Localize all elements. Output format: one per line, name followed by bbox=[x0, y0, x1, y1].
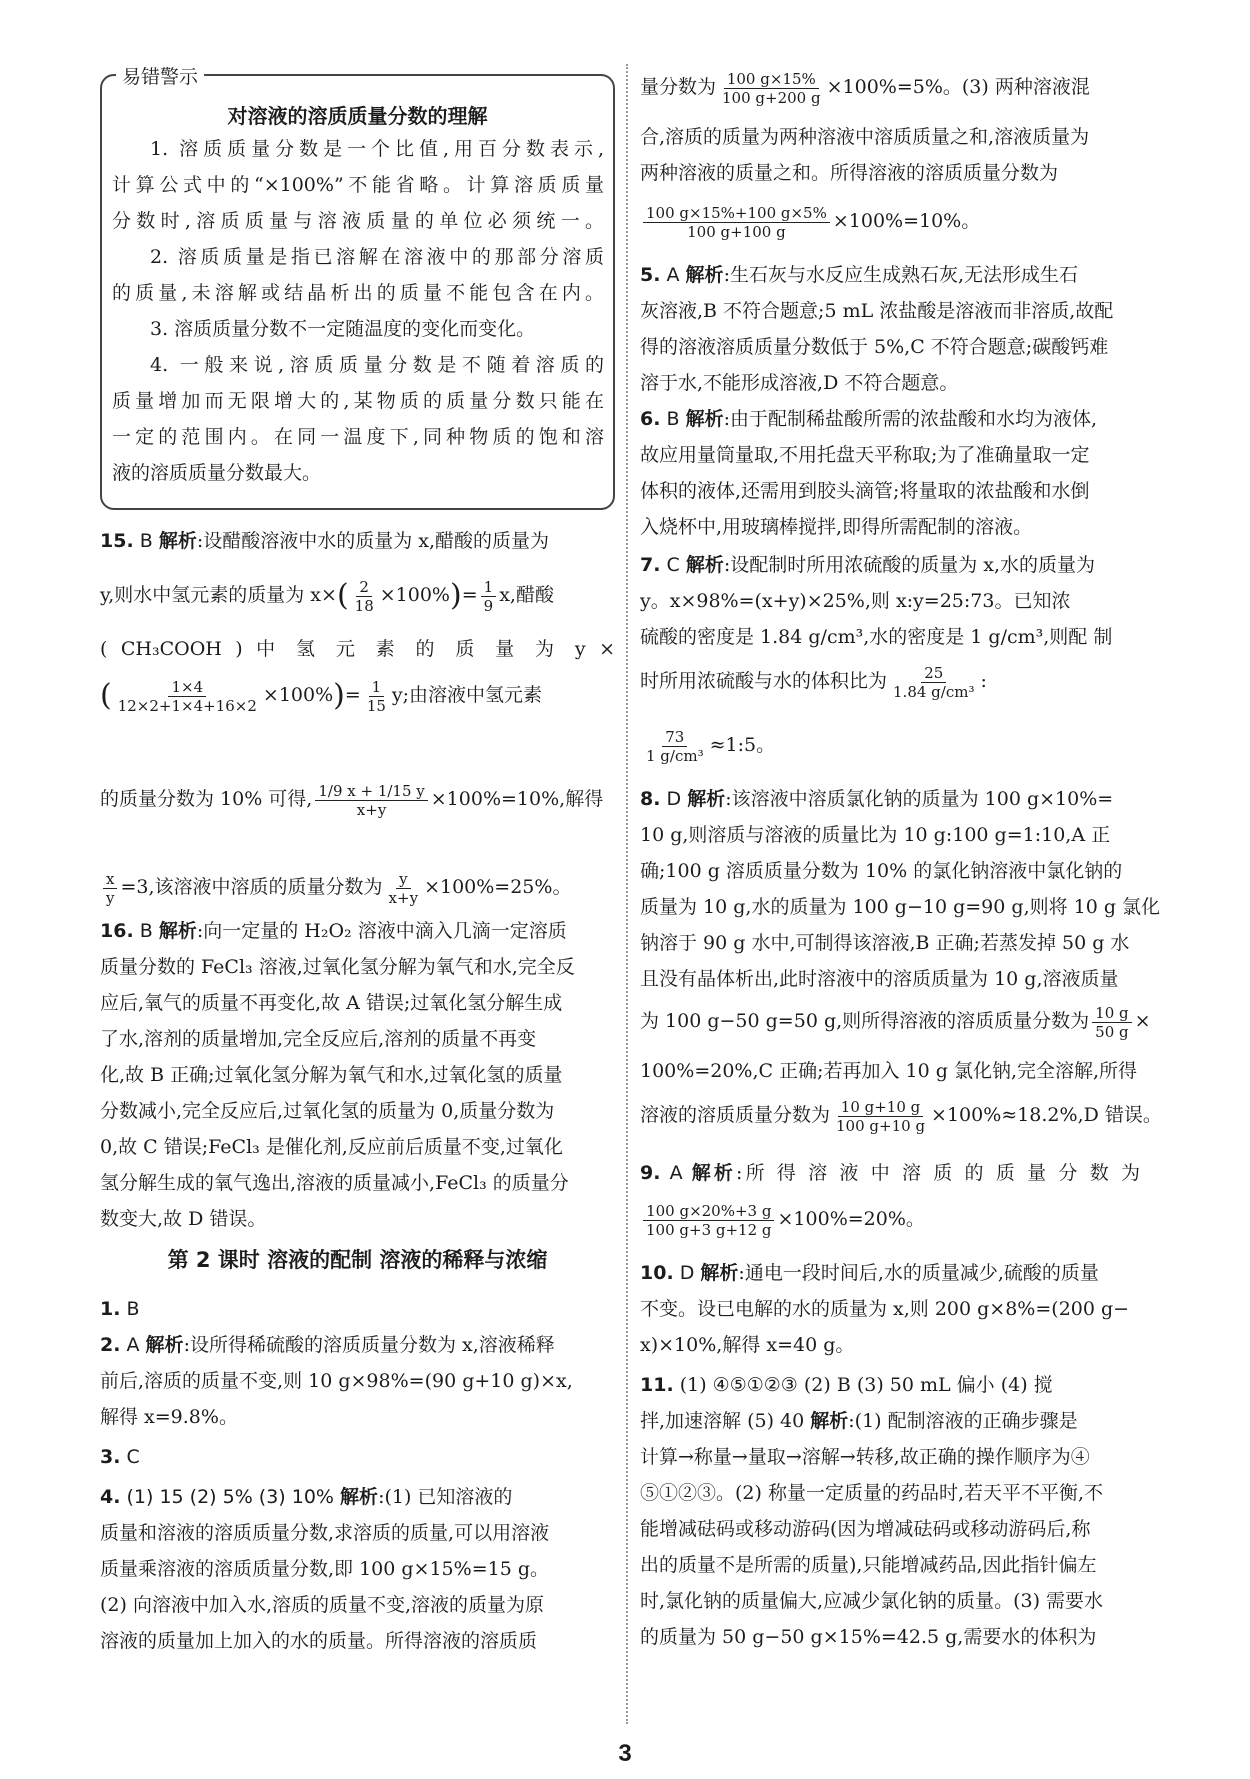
q9-line-2 bbox=[640, 1194, 1140, 1244]
q11-line: 时,氯化钠的质量偏大,应减少氯化钠的质量。(3) 需要水 bbox=[640, 1590, 1104, 1612]
q10-line-1 bbox=[640, 1260, 1140, 1286]
q4-text: ×100%=5%。(3) 两种溶液混 bbox=[826, 76, 1090, 98]
q6-number: 6. bbox=[640, 408, 661, 430]
q4-text: ×100%=10%。 bbox=[832, 210, 981, 232]
q16-number: 16. bbox=[100, 920, 134, 942]
q8-text: :该溶液中溶质氯化钠的质量为 100 g×10%= bbox=[725, 788, 1114, 810]
q8-line-9 bbox=[640, 1090, 1162, 1140]
q2-answer: A bbox=[126, 1334, 140, 1356]
q7-text: :设配制时所用浓硫酸的质量为 x,水的质量为 bbox=[723, 554, 1096, 576]
q7-line-4 bbox=[640, 656, 1140, 706]
q16-line-1 bbox=[100, 918, 615, 944]
q7-number: 7. bbox=[640, 554, 661, 576]
q4-answer: (1) 15 (2) 5% (3) 10% bbox=[126, 1486, 334, 1508]
column-divider bbox=[626, 64, 628, 1724]
q7-text: ≈1:5。 bbox=[709, 734, 776, 756]
q11-line-1 bbox=[640, 1372, 1140, 1398]
q8-number: 8. bbox=[640, 788, 661, 810]
q4-line: 溶液的质量加上加入的水的质量。所得溶液的溶质质 bbox=[100, 1630, 538, 1652]
paren: ) bbox=[450, 578, 462, 613]
q5-label: 解析 bbox=[685, 264, 724, 286]
q5-answer: A bbox=[666, 264, 680, 286]
q16-text: :向一定量的 H₂O₂ 溶液中滴入几滴一定溶质 bbox=[196, 920, 567, 942]
fraction: $\frac{100 g\times 15\%}{100 g+200 g}$ bbox=[722, 69, 821, 107]
q10-label: 解析 bbox=[700, 1262, 739, 1284]
fraction: $\frac{y}{x+y}$ bbox=[388, 869, 419, 907]
q15-text: ×100% bbox=[379, 584, 450, 606]
q15-text: y,则水中氢元素的质量为 x× bbox=[100, 584, 337, 606]
q15-line-2 bbox=[100, 570, 615, 620]
q8-answer: D bbox=[666, 788, 682, 810]
q8-line: 且没有晶体析出,此时溶液中的溶质质量为 10 g,溶液质量 bbox=[640, 968, 1119, 990]
q15-line-3: ( CH₃COOH ) 中 氢 元 素 的 质 量 为 y × bbox=[100, 638, 615, 660]
q15-text: ×100% bbox=[262, 684, 334, 706]
tip-line: 4. 一般来说,溶质质量分数是不随着溶质的 bbox=[150, 354, 604, 376]
q2-text: :设所得稀硫酸的溶质质量分数为 x,溶液稀释 bbox=[183, 1334, 555, 1356]
q16-line: 0,故 C 错误;FeCl₃ 是催化剂,反应前后质量不变,过氧化 bbox=[100, 1136, 563, 1158]
q7-label: 解析 bbox=[685, 554, 724, 576]
q1-answer: B bbox=[126, 1298, 140, 1320]
q5-number: 5. bbox=[640, 264, 661, 286]
fraction: $\frac{25}{\text{1.84 g/cm³}}$ bbox=[893, 663, 975, 701]
q7-line-5 bbox=[640, 720, 1140, 770]
q9-line-1 bbox=[640, 1160, 1140, 1186]
q7-text: 时所用浓硫酸与水的体积比为 bbox=[640, 670, 888, 692]
q7-answer: C bbox=[666, 554, 680, 576]
tip-line: 的质量,未溶解或结晶析出的质量不能包含在内。 bbox=[112, 282, 604, 304]
lesson-title: 第 2 课时 溶液的配制 溶液的稀释与浓缩 bbox=[167, 1248, 548, 1272]
q8-text: 溶液的溶质质量分数为 bbox=[640, 1104, 831, 1126]
q4-line: 质量乘溶液的溶质质量分数,即 100 g×15%=15 g。 bbox=[100, 1558, 549, 1580]
q8-line: 100%=20%,C 正确;若再加入 10 g 氯化钠,完全溶解,所得 bbox=[640, 1060, 1138, 1082]
q6-text: :由于配制稀盐酸所需的浓盐酸和水均为液体, bbox=[723, 408, 1098, 430]
q15-line-1 bbox=[100, 528, 615, 554]
q16-line: 应后,氧气的质量不再变化,故 A 错误;过氧化氢分解生成 bbox=[100, 992, 563, 1014]
q9-text: :所 得 溶 液 中 溶 质 的 质 量 分 数 为 bbox=[736, 1162, 1140, 1184]
q10-line: x)×10%,解得 x=40 g。 bbox=[640, 1334, 855, 1356]
tip-line: 分数时,溶质质量与溶液质量的单位必须统一。 bbox=[112, 210, 604, 232]
q7-line-1 bbox=[640, 552, 1140, 578]
q4-number: 4. bbox=[100, 1486, 121, 1508]
q4-cont-line: 两种溶液的质量之和。所得溶液的溶质质量分数为 bbox=[640, 162, 1059, 184]
q7-text: : bbox=[980, 670, 987, 692]
q10-line: 不变。设已电解的水的质量为 x,则 200 g×8%=(200 g− bbox=[640, 1298, 1130, 1320]
q2-number: 2. bbox=[100, 1334, 121, 1356]
q2-line: 前后,溶质的质量不变,则 10 g×98%=(90 g+10 g)×x, bbox=[100, 1370, 573, 1392]
q16-line: 氢分解生成的氧气逸出,溶液的质量减小,FeCl₃ 的质量分 bbox=[100, 1172, 569, 1194]
q4-cont-line: 合,溶质的质量为两种溶液中溶质质量之和,溶液质量为 bbox=[640, 126, 1090, 148]
q7-line: 硫酸的密度是 1.84 g/cm³,水的密度是 1 g/cm³,则配 制 bbox=[640, 626, 1113, 648]
q11-text: 拌,加速溶解 (5) 40 bbox=[640, 1410, 805, 1432]
q8-line-7 bbox=[640, 996, 1151, 1046]
q4-label: 解析 bbox=[340, 1486, 379, 1508]
q4-line-1 bbox=[100, 1484, 615, 1510]
fraction: $\frac{2}{18}$ bbox=[354, 577, 374, 615]
q15-answer: B bbox=[139, 530, 153, 552]
q6-label: 解析 bbox=[685, 408, 724, 430]
q9-label: 解析 bbox=[691, 1162, 737, 1184]
q11-label: 解析 bbox=[810, 1410, 849, 1432]
q3-number: 3. bbox=[100, 1446, 121, 1468]
paren: ( bbox=[336, 578, 349, 613]
q10-text: :通电一段时间后,水的质量减少,硫酸的质量 bbox=[738, 1262, 1099, 1284]
q16-answer: B bbox=[139, 920, 153, 942]
fraction: $\frac{100 g\times 20\%+3 g}{100 g+3 g+12 g}$ bbox=[643, 1202, 775, 1239]
q8-line: 质量为 10 g,水的质量为 100 g−10 g=90 g,则将 10 g 氯化 bbox=[640, 896, 1161, 918]
q8-line: 10 g,则溶质与溶液的质量比为 10 g:100 g=1:10,A 正 bbox=[640, 824, 1111, 846]
q5-line: 灰溶液,B 不符合题意;5 mL 浓盐酸是溶液而非溶质,故配 bbox=[640, 300, 1114, 322]
q2-line: 解得 x=9.8%。 bbox=[100, 1406, 238, 1428]
tip-line: 计算公式中的“×100%”不能省略。计算溶质质量 bbox=[112, 174, 604, 196]
fraction: $\frac{1/9 x + 1/15 y}{x+y}$ bbox=[315, 782, 427, 819]
q9-number: 9. bbox=[640, 1162, 661, 1184]
q1-number: 1. bbox=[100, 1298, 121, 1320]
q6-line-1 bbox=[640, 406, 1140, 432]
q15-text: ×100%=25%。 bbox=[424, 876, 572, 898]
q11-line: 出的质量不是所需的质量),只能增减药品,因此指针偏左 bbox=[640, 1554, 1097, 1576]
q16-line: 数变大,故 D 错误。 bbox=[100, 1208, 267, 1230]
fraction: $\frac{1}{9}$ bbox=[481, 578, 497, 615]
fraction: $\frac{1}{15}$ bbox=[366, 677, 386, 715]
q11-text: :(1) 配制溶液的正确步骤是 bbox=[848, 1410, 1078, 1432]
q4-cont-line-4 bbox=[640, 196, 1140, 246]
q15-text: :设醋酸溶液中水的质量为 x,醋酸的质量为 bbox=[196, 530, 550, 552]
q5-text: :生石灰与水反应生成熟石灰,无法形成生石 bbox=[723, 264, 1079, 286]
q9-text: ×100%=20%。 bbox=[777, 1208, 925, 1230]
q4-text: 量分数为 bbox=[640, 76, 717, 98]
q6-line: 故应用量筒量取,不用托盘天平称取;为了准确量取一定 bbox=[640, 444, 1090, 466]
q5-line-1 bbox=[640, 262, 1140, 288]
fraction: $\frac{10 g}{50 g}$ bbox=[1092, 1004, 1131, 1041]
q9-answer: A bbox=[669, 1162, 683, 1184]
q8-text: 为 100 g−50 g=50 g,则所得溶液的溶质质量分数为 bbox=[640, 1010, 1090, 1032]
q15-text: ×100%=10%,解得 bbox=[430, 788, 604, 810]
tip-line: 液的溶质质量分数最大。 bbox=[112, 462, 322, 484]
fraction: $\frac{1\times 4}{12\times 2+1\times 4+16\times 2}$ bbox=[117, 677, 257, 715]
q8-text: × bbox=[1134, 1010, 1151, 1032]
q15-text: y;由溶液中氢元素 bbox=[391, 684, 543, 706]
q8-line: 钠溶于 90 g 水中,可制得该溶液,B 正确;若蒸发掉 50 g 水 bbox=[640, 932, 1130, 954]
q4-text: :(1) 已知溶液的 bbox=[378, 1486, 513, 1508]
q3-line bbox=[100, 1444, 615, 1470]
tip-line: 1. 溶质质量分数是一个比值,用百分数表示, bbox=[150, 138, 604, 160]
q11-line: 能增减砝码或移动游码(因为增减砝码或移动游码后,称 bbox=[640, 1518, 1091, 1540]
paren: ) bbox=[333, 678, 345, 713]
q11-text: (1) ④⑤①②③ (2) B (3) 50 mL 偏小 (4) 搅 bbox=[679, 1374, 1053, 1396]
q1-line bbox=[100, 1296, 615, 1322]
q16-line: 分数减小,完全反应后,过氧化氢的质量为 0,质量分数为 bbox=[100, 1100, 555, 1122]
tip-line: 质量增加而无限增大的,某物质的质量分数只能在 bbox=[112, 390, 604, 412]
q16-line: 了水,溶剂的质量增加,完全反应后,溶剂的质量不再变 bbox=[100, 1028, 537, 1050]
tip-line: 一定的范围内。在同一温度下,同种物质的饱和溶 bbox=[112, 426, 604, 448]
q8-line-1 bbox=[640, 786, 1140, 812]
tip-line: 2. 溶质质量是指已溶解在溶液中的那部分溶质 bbox=[150, 246, 604, 268]
q6-answer: B bbox=[666, 408, 680, 430]
q10-number: 10. bbox=[640, 1262, 674, 1284]
q2-line-1 bbox=[100, 1332, 615, 1358]
fraction: $\frac{73}{\text{1 g/cm³}}$ bbox=[646, 727, 704, 765]
q11-line: 计算→称量→量取→溶解→转移,故正确的操作顺序为④ bbox=[640, 1446, 1090, 1468]
q5-line: 得的溶液溶质质量分数低于 5%,C 不符合题意;碳酸钙难 bbox=[640, 336, 1109, 358]
fraction: $\frac{x}{y}$ bbox=[103, 870, 117, 907]
q11-line: ⑤①②③。(2) 称量一定质量的药品时,若天平不平衡,不 bbox=[640, 1482, 1104, 1504]
q8-label: 解析 bbox=[687, 788, 726, 810]
q7-line: y。x×98%=(x+y)×25%,则 x:y=25:73。已知浓 bbox=[640, 590, 1071, 612]
tip-line: 3. 溶质质量分数不一定随温度的变化而变化。 bbox=[150, 318, 536, 340]
q4-line: 质量和溶液的溶质质量分数,求溶质的质量,可以用溶液 bbox=[100, 1522, 550, 1544]
q15-label: 解析 bbox=[158, 530, 197, 552]
fraction: $\frac{100 g\times 15\%+100 g\times 5\%}{100 g+100 g}$ bbox=[643, 204, 830, 241]
q15-text: = bbox=[344, 684, 361, 706]
q4-line: (2) 向溶液中加入水,溶质的质量不变,溶液的质量为原 bbox=[100, 1594, 545, 1616]
q15-text: = bbox=[461, 584, 478, 606]
page-number: 3 bbox=[618, 1740, 632, 1767]
q16-label: 解析 bbox=[158, 920, 197, 942]
q4-cont-line-1 bbox=[640, 62, 1140, 112]
q16-line: 化,故 B 正确;过氧化氢分解为氧气和水,过氧化氢的质量 bbox=[100, 1064, 563, 1086]
q8-line: 确;100 g 溶质质量分数为 10% 的氯化钠溶液中氯化钠的 bbox=[640, 860, 1123, 882]
q15-text: x,醋酸 bbox=[499, 584, 554, 606]
paren: ( bbox=[100, 678, 112, 713]
q16-line: 质量分数的 FeCl₃ 溶液,过氧化氢分解为氧气和水,完全反 bbox=[100, 956, 575, 978]
q2-label: 解析 bbox=[145, 1334, 184, 1356]
q8-text: ×100%≈18.2%,D 错误。 bbox=[931, 1104, 1162, 1126]
q5-line: 溶于水,不能形成溶液,D 不符合题意。 bbox=[640, 372, 959, 394]
q15-line-6 bbox=[100, 864, 615, 910]
q3-answer: C bbox=[126, 1446, 140, 1468]
q11-line-2 bbox=[640, 1408, 1140, 1434]
q15-number: 15. bbox=[100, 530, 134, 552]
q15-line-4 bbox=[100, 670, 615, 720]
fraction: $\frac{10 g+10 g}{100 g+10 g}$ bbox=[836, 1097, 926, 1135]
tip-title: 对溶液的溶质质量分数的理解 bbox=[227, 104, 488, 128]
q11-line: 的质量为 50 g−50 g×15%=42.5 g,需要水的体积为 bbox=[640, 1626, 1097, 1648]
q6-line: 体积的液体,还需用到胶头滴管;将量取的浓盐酸和水倒 bbox=[640, 480, 1090, 502]
q15-line-5 bbox=[100, 774, 615, 824]
q11-number: 11. bbox=[640, 1374, 674, 1396]
q15-text: 的质量分数为 10% 可得, bbox=[100, 788, 313, 810]
tip-label: 易错警示 bbox=[116, 62, 204, 89]
q15-text: =3,该溶液中溶质的质量分数为 bbox=[120, 876, 383, 898]
q6-line: 入烧杯中,用玻璃棒搅拌,即得所需配制的溶液。 bbox=[640, 516, 1033, 538]
q10-answer: D bbox=[679, 1262, 695, 1284]
